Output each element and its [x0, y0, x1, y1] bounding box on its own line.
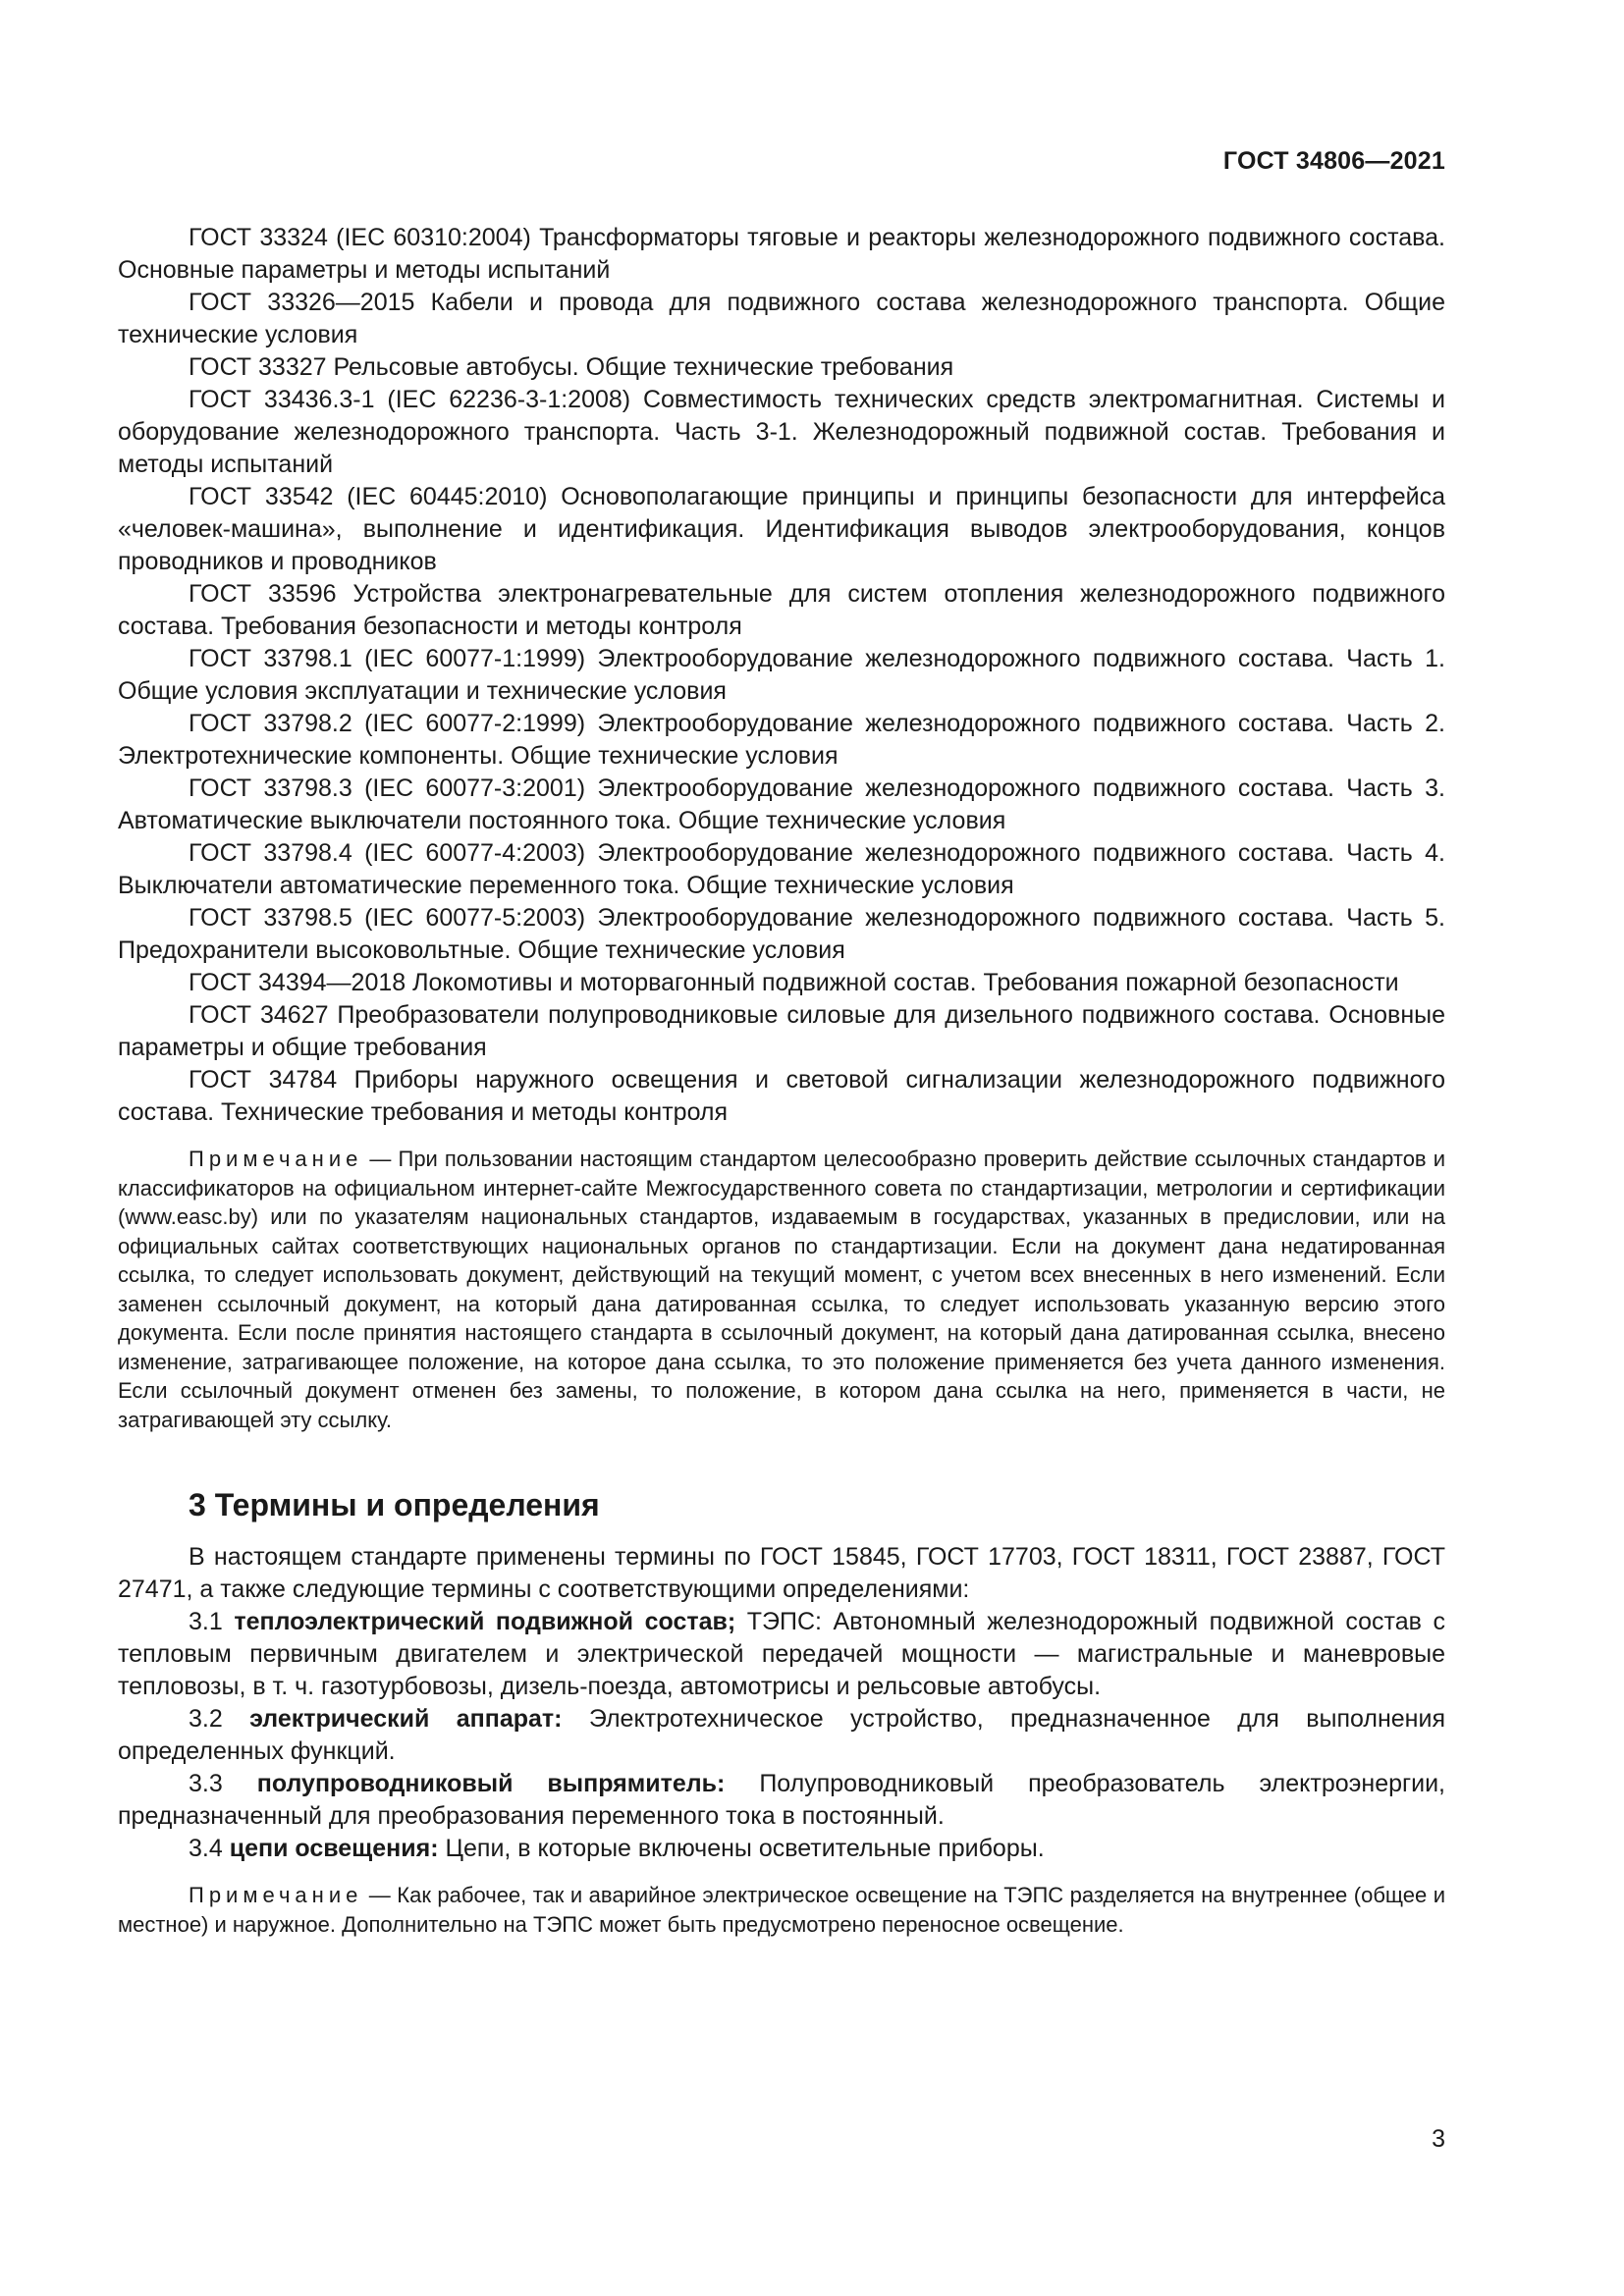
- reference-item: ГОСТ 34627 Преобразователи полупроводниковые силовые для дизельного подвижного состава. Основные параметры и общие требования: [118, 1001, 1445, 1061]
- references-note: [118, 1145, 1445, 1434]
- term-entry: [118, 1833, 1445, 1865]
- document-body: [118, 222, 1445, 1939]
- terms-note: [118, 1881, 1445, 1939]
- term-number: 3.3: [189, 1770, 257, 1797]
- term-entry: [118, 1703, 1445, 1768]
- term-definition: Полупроводниковый преобразователь электроэнергии, предназначенный для преобразования переменного тока в постоянный.: [118, 1770, 1445, 1830]
- section-intro: В настоящем стандарте применены термины по ГОСТ 15845, ГОСТ 17703, ГОСТ 18311, ГОСТ 23887, ГОСТ 27471, а также следующие термины с соответствующими определениями:: [118, 1543, 1445, 1603]
- term-definition: ТЭПС: Автономный железнодорожный подвижной состав с тепловым первичным двигателем и электрической передачей мощности — магистральные и маневровые тепловозы, в т. ч. газотурбовозы, дизель-поезда, автомотрисы и рельсовые автобусы.: [118, 1608, 1445, 1700]
- page-number: 3: [1432, 2125, 1445, 2153]
- section-title: 3 Термины и определения: [189, 1487, 600, 1522]
- reference-item: ГОСТ 33326—2015 Кабели и провода для подвижного состава железнодорожного транспорта. Общие технические условия: [118, 289, 1445, 348]
- reference-item: ГОСТ 33798.3 (IEC 60077-3:2001) Электрооборудование железнодорожного подвижного состава. Часть 3. Автоматические выключатели постоянного тока. Общие технические условия: [118, 774, 1445, 834]
- reference-item: ГОСТ 33798.2 (IEC 60077-2:1999) Электрооборудование железнодорожного подвижного состава. Часть 2. Электротехнические компоненты. Общие технические условия: [118, 710, 1445, 770]
- term-definition: Цепи, в которые включены осветительные приборы.: [438, 1835, 1045, 1862]
- reference-item: ГОСТ 33327 Рельсовые автобусы. Общие технические требования: [189, 353, 954, 381]
- note-text: — Как рабочее, так и аварийное электрическое освещение на ТЭПС разделяется на внутреннее (общее и местное) и наружное. Дополнительно на ТЭПС может быть предусмотрено переносное освещение.: [118, 1883, 1445, 1937]
- note-label: Примечание: [189, 1147, 363, 1171]
- document-header: ГОСТ 34806—2021: [1222, 147, 1445, 175]
- reference-item: ГОСТ 33798.1 (IEC 60077-1:1999) Электрооборудование железнодорожного подвижного состава. Часть 1. Общие условия эксплуатации и технические условия: [118, 645, 1445, 705]
- note-label: Примечание: [189, 1883, 363, 1907]
- term-number: 3.2: [189, 1705, 250, 1733]
- note-text: — При пользовании настоящим стандартом целесообразно проверить действие ссылочных стандартов и классификаторов на официальном интернет-сайте Межгосударственного совета по стандартизации, метрологии и сертификации (www.easc.by) или по указателям национальных стандартов, издаваемым в государствах, указанных в предисловии, или на официальных сайтах соответствующих национальных органов по стандартизации. Если на документ дана недатированная ссылка, то следует использовать документ, действующий на текущий момент, с учетом всех внесенных в него изменений. Если заменен ссылочный документ, на который дана датированная ссылка, то следует использовать указанную версию этого документа. Если после принятия настоящего стандарта в ссылочный документ, на который дана датированная ссылка, внесено изменение, затрагивающее положение, на которое дана ссылка, то это положение применяется без учета данного изменения. Если ссылочный документ отменен без замены, то положение, в котором дана ссылка на него, применяется в части, не затрагивающей эту ссылку.: [118, 1147, 1445, 1432]
- reference-item: ГОСТ 34394—2018 Локомотивы и моторвагонный подвижной состав. Требования пожарной безопасности: [189, 969, 1399, 996]
- term-definition: Электротехническое устройство, предназначенное для выполнения определенных функций.: [118, 1705, 1445, 1765]
- term-entry: [118, 1768, 1445, 1833]
- term-number: 3.1: [189, 1608, 235, 1635]
- term-entry: [118, 1606, 1445, 1703]
- reference-item: ГОСТ 33436.3-1 (IEC 62236-3-1:2008) Совместимость технических средств электромагнитная. Системы и оборудование железнодорожного транспорта. Часть 3-1. Железнодорожный подвижной состав. Требования и методы испытаний: [118, 386, 1445, 478]
- term-name: электрический аппарат:: [249, 1705, 563, 1733]
- reference-item: ГОСТ 33798.4 (IEC 60077-4:2003) Электрооборудование железнодорожного подвижного состава. Часть 4. Выключатели автоматические переменного тока. Общие технические условия: [118, 839, 1445, 899]
- term-name: цепи освещения:: [229, 1835, 439, 1862]
- term-name: полупроводниковый выпрямитель:: [256, 1770, 726, 1797]
- normative-references-list: [118, 222, 1445, 1129]
- reference-item: ГОСТ 34784 Приборы наружного освещения и световой сигнализации железнодорожного подвижного состава. Технические требования и методы контроля: [118, 1066, 1445, 1126]
- term-number: 3.4: [189, 1835, 230, 1862]
- reference-item: ГОСТ 33324 (IEC 60310:2004) Трансформаторы тяговые и реакторы железнодорожного подвижного состава. Основные параметры и методы испытаний: [118, 224, 1445, 284]
- reference-item: ГОСТ 33542 (IEC 60445:2010) Основополагающие принципы и принципы безопасности для интерфейса «человек-машина», выполнение и идентификация. Идентификация выводов электрооборудования, концов проводников и проводников: [118, 483, 1445, 575]
- reference-item: ГОСТ 33798.5 (IEC 60077-5:2003) Электрооборудование железнодорожного подвижного состава. Часть 5. Предохранители высоковольтные. Общие технические условия: [118, 904, 1445, 964]
- term-name: теплоэлектрический подвижной состав;: [234, 1608, 736, 1635]
- reference-item: ГОСТ 33596 Устройства электронагревательные для систем отопления железнодорожного подвижного состава. Требования безопасности и методы контроля: [118, 580, 1445, 640]
